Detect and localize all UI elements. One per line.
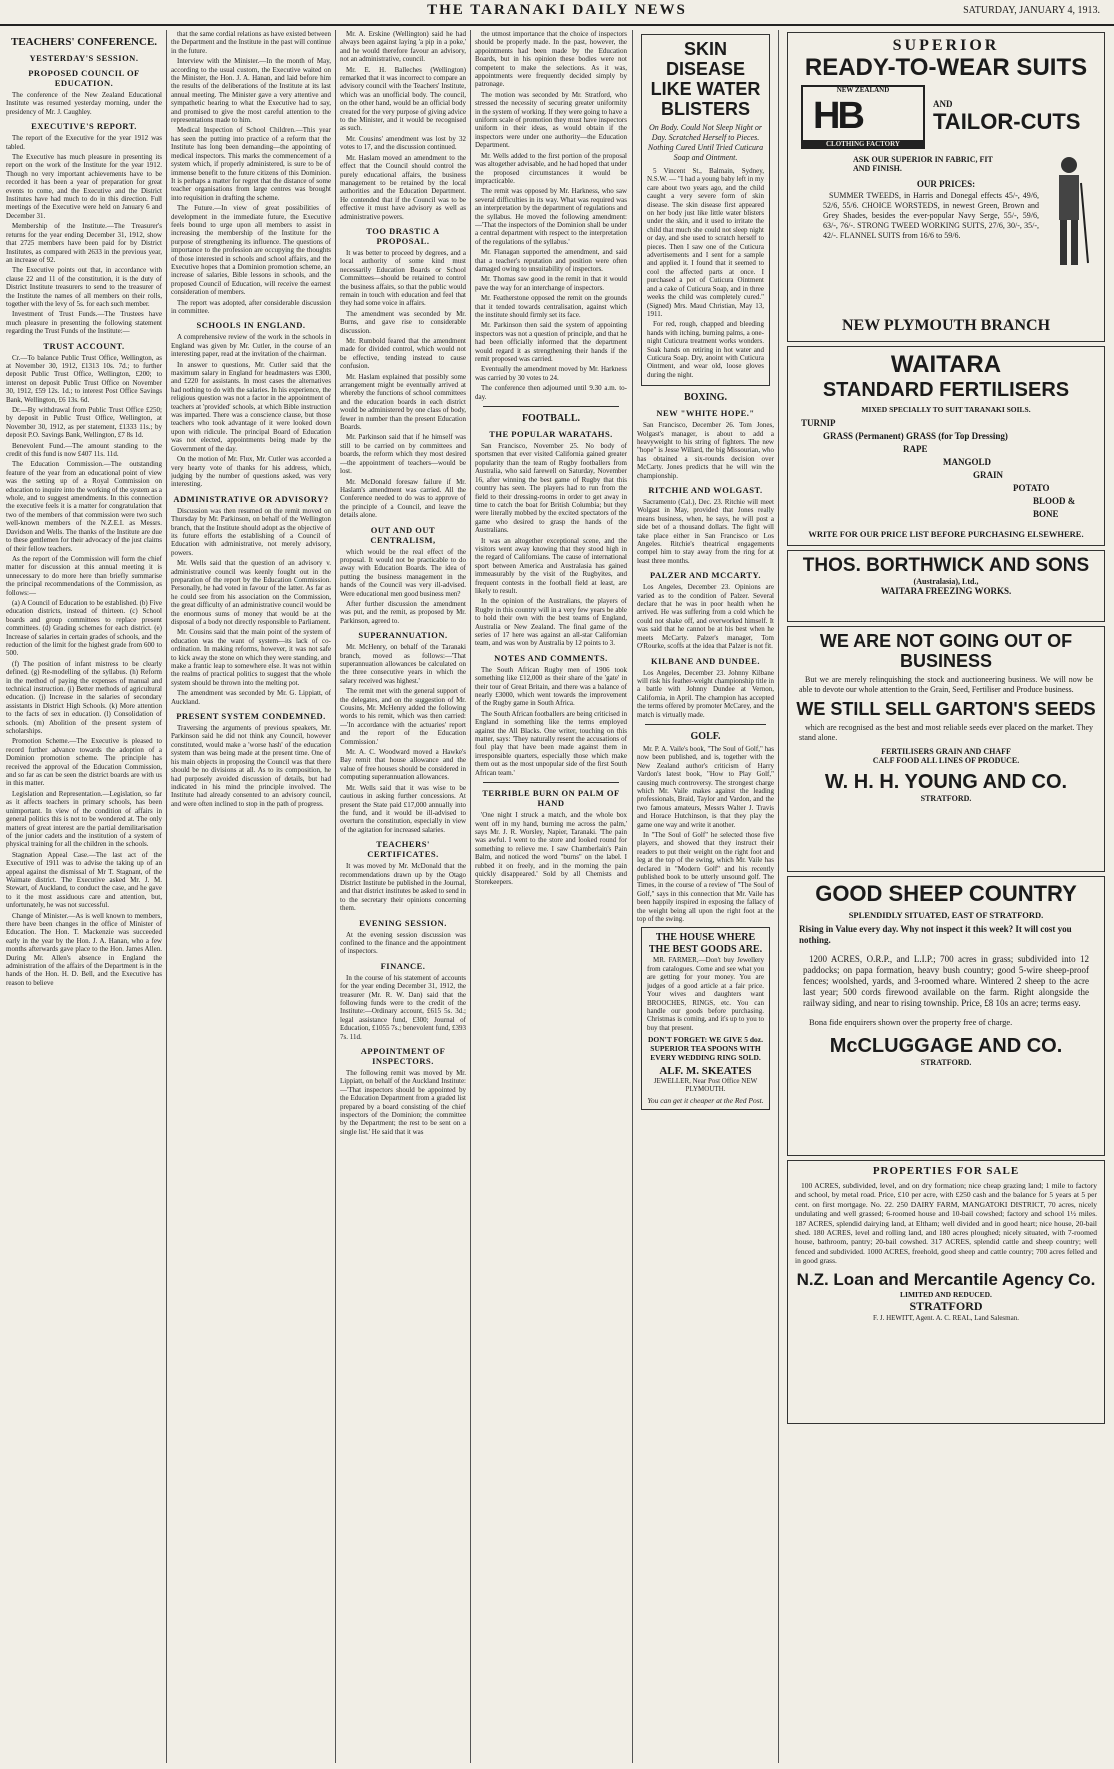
article-paragraph: Medical Inspection of School Children.—This year has seen the putting into practice of a reform that the Institute has long been demanding—the appointing of medical inspectors. This marks the commencement of a system which, if properly administered, is sure to be of immense benefit to the future citizens of this Dominion. It is perhaps a matter for regret that the distance of some teacher organisations from large centres was brought into requisition in drafting the scheme. [171,126,331,202]
article-paragraph: Mr. Parkinson then said the system of appointing inspectors was not a question of principle, and that he had been officially informed that the department would regard it as strengthening their hands if the remit proposed was carried. [475,321,627,364]
advert-body: But we are merely relinquishing the stock and auctioneering business. We will now be able to devote our whole attention to the Grain, Seed, Fertiliser and Produce business. [799,675,1093,694]
article-paragraph: Mr. Wells said that it was wise to be cautious in asking further concessions. At present the State paid £17,000 annually into the fund, and it would be ill-advised to overturn the constitution, especially in view of the agitation for increased salaries. [340,783,466,834]
article-paragraph: The remit was opposed by Mr. Harkness, who saw several difficulties in its way. What was required was an interpretation by the department of regulations and the syllabus. He moved the following amendment:—'That the inspectors of the Dominion shall be under a central department with respect to the interpretation of the regulations of the syllabus.' [475,187,627,246]
article-paragraph: The Future.—In view of great possibilities of development in the immediate future, the Executive feels bound to urge upon all members to assist in increasing the membership of the Institute for the purpose of strengthening its influence. The questions of importance to the profession are occupying the thoughts of those interested in schools and school affairs, and the Executive hopes that a Dominion promotion scheme, an increase of salaries, Bible lessons in schools, and the proposed Council of Education, will receive the earnest consideration of members. [171,204,331,297]
article-paragraph: In "The Soul of Golf" he selected those five players, and showed that they instruct their readers to put their weight on the right foot and leg at the top of the swing, which Mr. Vaile has declared in "Modern Golf" and his recently published book to be utterly unsound golf. The Times, in the course of a review of "The Soul of Golf," says in this connection that Mr. Vaile has been happily inspired in exposing the fallacy of the weight being all upon the right foot at the top of the swing. [637,831,774,924]
fertiliser-line: RAPE [903,444,928,454]
article-paragraph: Mr. A. Erskine (Wellington) said he had always been against laying 'a pip in a poke,' and he would therefore favour an advisory, not an administrative, council. [340,30,466,64]
article-paragraph: Eventually the amendment moved by Mr. Harkness was carried by 30 votes to 24. [475,365,627,382]
advert-town: STRATFORD. [920,1058,972,1067]
article-paragraph: The report of the Executive for the year 1912 was tabled. [6,134,162,151]
article-subheading: APPOINTMENT OF INSPECTORS. [360,1046,446,1067]
article-paragraph: Promotion Scheme.—The Executive is pleased to record further advance towards the adoption of a Dominion promotion scheme. The principle has received the approval of the Education Commission, and so far as can be seen the district boards are with us in this matter. [6,737,162,788]
article-paragraph: Mr. Cousins said that the main point of the system of education was the want of system—its lack of co-ordination. In making reforms, however, it was not safe to kick away the stone on which they were standing, and make a frantic leap to somewhere else. It was not within the realms of practical politics to suggest that the whole system should be thrown into the melting pot. [171,628,331,687]
article-subheading: PROPOSED COUNCIL OF EDUCATION. [28,68,140,88]
column-display-adverts [783,30,1109,1765]
article-paragraph: Mr. Haslam explained that possibly some arrangement might be eventually arrived at whereby the functions of school committees and the education boards in each district would be administered by one class of body, fewer in number than the present Education Boards. [340,372,466,432]
article-paragraph: Mr. P. A. Vaile's book, "The Soul of Golf," has now been published, and is, together with the New Zealand author's criticism of Harry Vardon's latest book, "How to Play Golf," causing much controversy. The strongest charge which Mr. Vaile makes against the leading professionals, Braid, Taylor and Vardon, and the two famous amateurs, Messrs Walter J. Travis and Horace Hutchinson, is that they play the game one way and write it another. [637,744,774,829]
article-paragraph: Mr. E. H. Balleches (Wellington) remarked that it was incorrect to compare an advisory council with the Teachers' Institute, which was an unofficial body. The council, on the other hand, would be an official body created for the very purpose of giving advice to the Minister, and it would be recognised as such. [340,65,466,133]
column-divider [166,30,167,1763]
section-headline-football: FOOTBALL. [521,413,581,425]
article-subheading: SUPERANNUATION. [358,630,448,641]
advert-headline-2: STANDARD FERTILISERS [822,379,1070,401]
advert-prices-list: SUMMER TWEEDS, in Harris and Donegal effects 45/-, 49/6, 52/6, 55/6. CHOICE WORSTEDS, in newest Green, Brown and Grey Shades, besides the ever-popular Navy Serge, 55/-, 59/6, 63/-, 76/-. STRONG TWEED WORKING SUITS, 27/6, 30/-, 35/-, 42/-. FLANNEL SUITS from 16/6 to 59/6. [823,191,1039,240]
advert-headline: WE ARE NOT GOING OUT OF BUSINESS [819,631,1073,671]
article-paragraph: Mr. Thomas saw good in the remit in that it would pave the way for an interchange of inspectors. [475,275,627,292]
skeates-jeweller-advert [641,927,770,1110]
article-paragraph: The Executive has much pleasure in presenting its report on the work of the Institute for the year 1912. Though no very important achievements have to be recorded it has been a year of preparation for great events to come, and the Executive and the District Institutes have had much to do in this direction. Full meetings of the Executive were held on January 6 and December 31. [6,153,162,220]
article-subheading: KILBANE AND DUNDEE. [651,655,760,666]
advert-headline: GOOD SHEEP COUNTRY [815,881,1077,906]
article-paragraph: In the course of his statement of accounts for the year ending December 31, 1912, the treasurer (Mr. R. W. Dan) said that the following funds were to the credit of the Institute:—Ordinary account, £615 5s. 3d.; legal assistance fund, £300; Journal of Education, £1055 7s.; benevolent fund, £393 7s. 11d. [340,973,466,1041]
article-paragraph: In the opinion of the Australians, the players of Rugby in this country will in a very few years be able to hold their own with the best teams of England, Australia or New Zealand. The final game of the series of 17 here was against an all-star Californian team, and was won by Australia by 12 points to 3. [475,597,627,648]
advert-headline-2: TAILOR-CUTS [933,109,1081,134]
column-inspectors-football [475,30,627,1765]
section-headline-golf: GOLF. [690,730,721,742]
advert-headline-2: WE STILL SELL GARTON'S SEEDS [796,699,1096,719]
article-paragraph: The remit met with the general support of the delegates, and on the suggestion of Mr. Cousins, Mr. McHenry added the following words to his remit, which was then carried:—'In accordance with the actuaries' report and the report of the Education Commission.' [340,687,466,746]
article-paragraph: Sacramento (Cal.), Dec. 23. Ritchie will meet Wolgast in May, provided that Jones really means business, when, he says, he will post a side bet of a thousand dollars. The fight will take place either in San Francisco or Los Angeles. Ritchie's theatrical engagements compel him to stay away from the ring for at least three months. [637,498,774,565]
advert-business-name: W. H. H. YOUNG AND CO. [824,771,1068,793]
article-subheading: ADMINISTRATIVE OR ADVISORY? [173,493,329,504]
advert-works: WAITARA FREEZING WORKS. [880,586,1012,596]
borthwick-advert [787,550,1105,622]
column-conference-continued [171,30,331,1765]
column-divider [632,30,633,1763]
article-paragraph: It was better to proceed by degrees, and a local authority of some kind must necessarily Education Boards or School Committees—should be retained to control the business affairs, so that the public would remain in touch with education and feel that they had some voice in affairs. [340,248,466,308]
article-paragraph: the utmost importance that the choice of inspectors should be properly made. In the past, however, the appointments had been made by the Education Boards, but in his opinion these bodies were not competent to make the selections. As it was, appointments were frequently decided simply by patronage. [475,30,627,89]
article-paragraph: Membership of the Institute.—The Treasurer's returns for the year ending December 31, 1912, show that 2725 members have been paid for by District Institutes, as compared with 2633 in the previous year, an increase of 92. [6,222,162,264]
article-subheading: FINANCE. [380,960,426,971]
article-paragraph: The report was adopted, after considerable discussion in committee. [171,298,331,315]
advert-tagline: Rising in Value every day. Why not inspect it this week? It will cost you nothing. [799,924,1072,945]
column-divider [470,30,471,1763]
article-paragraph: San Francisco, December 26. Tom Jones, Wolgast's manager, is about to add a heavyweight to his string of fighters. The new "hope" is Jesse Willard, the big Missourian, who has obtained a six-rounds decision over McCarty. Jones predicts that he will win the championship. [637,421,774,480]
advert-agents: F. J. HEWITT, Agent. A. C. REAL, Land Salesman. [873,1313,1019,1322]
article-paragraph: Interview with the Minister.—In the month of May, according to the usual custom, the Executive waited on the Minister, the Hon. J. A. Hanan, and laid before him the results of the deliberations of the Institute at its last annual meeting. The Minister gave a very attentive and sympathetic hearing to what the Executive had to say, and promised to give the most careful attention to the representations made to him. [171,57,331,125]
article-paragraph: Los Angeles, December 23. Johnny Kilbane will risk his feather-weight championship title in a battle with Johnny Dundee at Vernon, California, in April. The champion has accepted the terms offered by promoter McCarey, and the match is virtually made. [637,668,774,719]
article-paragraph: It was an altogether exceptional scene, and the visitors went away knowing that they stood high in the regard of Californians. The cause of international sport between America and Australasia has gained immeasurably by the visit of the Rugbyites, and frequent contests in the football field at least, are likely to result. [475,536,627,595]
article-paragraph: The amendment was seconded by Mr. Burns, and gave rise to considerable discussion. [340,309,466,335]
advert-headline-burn: TERRIBLE BURN ON PALM OF HAND [482,788,620,809]
article-subheading: TRUST ACCOUNT. [43,340,125,351]
article-subheading: NOTES AND COMMENTS. [494,652,608,663]
advert-headline: WAITARA [890,351,1002,378]
article-paragraph: The Education Commission.—The outstanding feature of the year from an educational point of view was the setting up of a Royal Commission on education to inquire into the working of the system as a whole, and to suggest amendments. In this connection the executive feels it is a matter for congratulation that two of the members of that commission were two such well-known members of the N.Z.E.I. as Messrs. Davidson and Wells. The thanks of the Institute are due to these gentlemen for their advocacy of the just claims of their fellow teachers. [6,460,162,553]
article-paragraph: Stagnation Appeal Case.—The last act of the Executive of 1911 was to advise the taking up of an appeal against the dismissal of Mr T. Stagnant, of the Waimate district. The Executive asked Mr. J. M. Stewart, of Auckland, to conduct the case, and he gave to it the most assiduous care and attention, but, unfortunately, he was not successful. [6,850,162,910]
fertiliser-line: GRASS (Permanent) GRASS (for Top Dressing) [823,431,1008,441]
nz-loan-mercantile-advert [787,1160,1105,1424]
article-subheading: RITCHIE AND WOLGAST. [648,485,763,495]
article-paragraph: Mr. Cousins' amendment was lost by 32 votes to 17, and the discussion continued. [340,134,466,152]
article-paragraph: Mr. Flanagan supported the amendment, and said that a teacher's reputation and position were often damaged owing to unsuitability of inspectors. [475,248,627,273]
column-conference-debate [340,30,466,1765]
advert-subheadline: On Body. Could Not Sleep Night or Day. Scratched Herself to Pieces. Nothing Cured Until Tried Cuticura Soap and Ointment. [647,123,764,162]
article-subheading: THE POPULAR WARATAHS. [489,429,613,440]
article-subheading: YESTERDAY'S SESSION. [29,53,139,63]
article-paragraph: A comprehensive review of the work in the schools in England was given by Mr. Cutler, in the course of an interesting paper, read at the invitation of the chairman. [171,333,331,359]
advert-offer: DON'T FORGET: WE GIVE 5 doz. SUPERIOR TEA SPOONS WITH EVERY WEDDING RING SOLD. [647,1035,764,1063]
advert-tagline: You can get it cheaper at the Red Post. [647,1096,764,1106]
article-paragraph: Change of Minister.—As is well known to members, there have been changes in the office of Minister of Education. The Hon. T. Mackenzie was succeeded early in the year by the Hon. J. A. Hanan, who a few months afterwards gave place to the Hon. James Allen. During Mr. Allen's absence in England the administration of the affairs of the Department is in the hands of the Hon. H. D. Bell, and the Executive has reason to believe [6,911,162,987]
article-subheading: TOO DRASTIC A PROPOSAL. [366,225,440,246]
column-adverts-boxing-golf [637,30,774,1765]
article-paragraph: Discussion was then resumed on the remit moved on Thursday by Mr. Parkinson, on behalf of the Wellington branch, that the Institute should adopt as the objective of its future efforts the establishing of a Council of Education with administrative, not merely advisory, powers. [171,506,331,557]
section-rule [483,782,619,783]
article-paragraph: which would be the real effect of the proposal. It would not be practicable to do away with Education Boards. The idea of putting the business management in the hands of the Council was very ill-advised. Were educational men good business men? [340,547,466,598]
advert-conjunction: AND [933,99,953,109]
advert-address: JEWELLER, Near Post Office NEW PLYMOUTH. [653,1077,758,1094]
article-paragraph: It was moved by Mr. McDonald that the recommendations drawn up by the Otago District Institute be published in the Journal, and that district institutes be asked to send in to the secretary their opinions concerning them. [340,862,466,913]
advert-business-name: McCLUGGAGE AND CO. [829,1035,1063,1057]
gentleman-figure-icon [1044,153,1094,273]
column-teachers-conference [6,30,162,1765]
article-paragraph: Investment of Trust Funds.—The Trustees have much pleasure in presenting the following statement regarding the Trust Funds of the Institute:— [6,310,162,336]
section-rule [483,406,619,407]
article-paragraph: Mr. Parkinson said that if he himself was still to be carried on by committees and boards, the reform which they most desired—the appointment of teachers—would be lost. [340,433,466,476]
article-subheading: OUT AND OUT CENTRALISM, [370,524,436,545]
article-paragraph: Mr. Wells added to the first portion of the proposal was altogether advisable, and he had hoped that under the proposed circumstances it would be impracticable. [475,151,627,185]
article-paragraph: The conference of the New Zealand Educational Institute was resumed yesterday morning, under the presidency of Mr. J. Caughley. [6,91,162,116]
article-paragraph: Mr. Rumbold feared that the amendment made for divided control, which would not be effective, tending instead to cause confusion. [340,337,466,371]
article-subheading: TEACHERS' CERTIFICATES. [367,839,439,860]
article-headline: TEACHERS' CONFERENCE. [10,36,158,48]
article-paragraph: On the motion of Mr. Flux, Mr. Cutler was accorded a very hearty vote of thanks for his address, which, judging by the number of questions asked, was very interesting. [171,455,331,489]
advert-kicker: SUPERIOR [892,37,1000,54]
article-paragraph: Benevolent Fund.—The amount standing to the credit of this fund is now £407 11s. 11d. [6,441,162,459]
article-subheading: PALZER AND MCCARTY. [650,570,761,581]
advert-town: STRATFORD. [920,794,972,803]
article-paragraph: The South African Rugby men of 1906 took something like £12,000 as their share of the 'gate' in their tour of Great Britain, and there was a balance of nearly £3000, which went towards the improvement of the Rugby game in South Africa. [475,665,627,708]
article-paragraph: The Executive points out that, in accordance with clause 22 and 11 of the constitution, it is the duty of District Institute treasurers to send to the treasurer of the Institute the names of all members on their rolls, together with the levy of 5s. for each such member. [6,266,162,308]
issue-date: SATURDAY, JANUARY 4, 1913. [963,5,1100,16]
hb-logo: NEW ZEALAND HB CLOTHING FACTORY [801,85,925,149]
advert-headline: PROPERTIES FOR SALE [872,1165,1020,1177]
article-subheading: EVENING SESSION. [359,917,447,928]
article-subheading: PRESENT SYSTEM CONDEMNED. [176,711,326,722]
article-subheading: SCHOOLS IN ENGLAND. [196,320,306,331]
article-paragraph: Cr.—To balance Public Trust Office, Wellington, as at November 30, 1912, £1313 10s. 7d.; to further deposit Public Trust Office, Wellington, £200; to interest on deposit Public Trust Office on November 30, 1912, £59 12s. 1d.; to interest Post Office Savings Bank, Wellington, £6 13s. 6d. [6,353,162,404]
advert-body: For red, rough, chapped and bleeding hands with itching, burning palms, a one-night Cuticura treatment works wonders. Soak hands on retiring in hot water and Cuticura Soap. Dry, anoint with Cuticura Ointment, and wear old, loose gloves during the night. [647,320,764,379]
advert-headline: SKIN DISEASE LIKE WATER BLISTERS [650,39,761,119]
article-paragraph: The motion was seconded by Mr. Stratford, who stressed the necessity of securing greater uniformity in the system of working. If they were going to have a uniform scale of promotion they must have inspectors uniform in their ideas, as would obtain if the inspectors were under one authority—the Education Department. [475,90,627,150]
advert-headline: READY-TO-WEAR SUITS [804,54,1088,81]
article-subheading: EXECUTIVE'S REPORT. [31,121,137,132]
advert-subheadline: (Australasia), Ltd., [913,577,979,586]
article-paragraph: The following remit was moved by Mr. Lippiatt, on behalf of the Auckland Institute:—'That inspectors should be appointed by the Education Department from a graded list prepared by a board consisting of the chief inspectors of the Dominion; the committee by the Department; the rest to be sent on a single list.' He said that it was [340,1069,466,1136]
article-paragraph: Mr. Haslam moved an amendment to the effect that the Council should control the purely educational affairs, the business management to be retained by the local authorities and the Education Department. He contended that if the Council was to be effective it must have advisory as well as administrative powers. [340,153,466,221]
article-paragraph: The amendment was seconded by Mr. G. Lippiatt, of Auckland. [171,689,331,706]
advert-footnote: Bona fide enquirers shown over the property free of charge. [809,1017,1013,1027]
advert-product-line: CALF FOOD ALL LINES OF PRODUCE. [872,756,1020,765]
advert-body: 5 Vincent St., Balmain, Sydney, N.S.W. — "I had a young baby left in my care about two years ago, and the child caught a very severe form of skin disease. The skin disease first appeared on her body just like little water blisters under the skin, and it used to irritate the child that much she could not sleep night or day, and she used to scratch herself to pieces. Then I saw one of the Cuticura advertisements and I sent for a sample and applied it. I found that it seemed to cool the affected parts at once. I purchased a pot of Cuticura Ointment and a cake of Cuticura Soap, and in three weeks the child was completely cured." (Signed) Mrs. Maud Christian, May 13, 1911. [647,167,764,318]
section-rule [645,724,766,725]
advert-subheadline: LIMITED AND REDUCED. [900,1289,992,1299]
article-paragraph: Mr. Featherstone opposed the remit on the grounds that it tended towards centralisation, against which the institute should firmly set its face. [475,294,627,319]
newspaper-title: THE TARANAKI DAILY NEWS [427,2,687,18]
article-paragraph: Mr. McDonald foresaw failure if Mr. Haslam's amendment was carried. All the Conference needed to do was to approve of the principle of a Council, and leave the details alone. [340,477,466,520]
article-paragraph: After further discussion the amendment was put, and the remit, as proposed by Mr. Parkinson, agreed to. [340,599,466,625]
advert-business-name: N.Z. Loan and Mercantile Agency Co. [796,1269,1096,1289]
article-paragraph: The South African footballers are being criticised in England in something like the terms employed against the All Blacks. One writer, touching on this matter, says: 'They naturally resent the accusations of foul play that have been made against them in irresponsible quarters, especially those which make them out as the most unpopular side of the first South African team.' [475,709,627,777]
article-paragraph: that the same cordial relations as have existed between the Department and the Institute in the past will continue in the future. [171,30,331,55]
mccluggage-advert [787,876,1105,1156]
advert-body: which are recognised as the best and most reliable seeds ever placed on the market. They stand alone. [799,723,1093,742]
fertiliser-line: BLOOD & BONE [1033,496,1076,519]
article-paragraph: As the report of the Commission will form the chief matter for discussion at this annual meeting it is unnecessary to do more here than briefly summarise the principal recommendations of the Commission, as follows:— [6,554,162,597]
advert-branch: NEW PLYMOUTH BRANCH [841,317,1051,334]
fertiliser-line: MANGOLD [943,457,991,467]
column-divider [778,30,779,1763]
advert-business-name: ALF. M. SKEATES [659,1065,752,1078]
article-paragraph: (f) The position of infant mistress to be clearly defined. (g) Re-modelling of the syllabus. (h) Reform in the method of paying the expenses of manual and technical instruction. (i) Better methods of agricultural education. (j) Increase in the salaries of secondary assistants in District High Schools. (k) More attention to the facts of sex in education. (l) Consolidation of schools. (m) Abolition of the present system of scholarships. [6,659,162,736]
article-paragraph: At the evening session discussion was confined to the finance and the appointment of inspectors. [340,930,466,956]
advert-body: MR. FARMER,—Don't buy Jewellery from catalogues. Come and see what you are getting for your money. You are judges of a good article at a fair price. Your wives and daughters want BROOCHES, RINGS, etc. You can handle our goods before purchasing. Christmas is coming, and it's up to you to buy that present. [647,956,764,1032]
advert-slogan: ASK OUR SUPERIOR IN FABRIC, FIT AND FINISH. [853,155,993,173]
advert-town: STRATFORD [909,1298,983,1313]
advert-body: 100 ACRES, subdivided, level, and on dry formation; nice cheap grazing land; 1 mile to factory and school, by metal road. Price, £10 per acre, with £250 cash and the balance for 5 years at 5 per cent. on first mortgage. No. 22. 250 DAIRY FARM, MANGATOKI DISTRICT, 70 acres, nicely undulating and well grassed; 6-roomed house and 10-bail cowshed; factory and school 1½ miles. 187 ACRES, splendid dairying land, at Eltham; well divided and in good heart; nice house, 20-bail shed. 180 ACRES, level and rolling land, and 180 acres ploughed; nicely situated, with 7-roomed house, bathroom, pantry; 20-bail cowshed. 317 ACRES, splendid cattle and sheep country; well fenced and subdivided. 1000 ACRES, freehold, good sheep and cattle country; 700 acres felled and in good grass. [795,1181,1097,1266]
article-subheading: NEW "WHITE HOPE." [656,408,755,419]
advert-prices-heading: OUR PRICES: [916,179,976,189]
waitara-fertilisers-advert [787,346,1105,546]
article-paragraph: The conference then adjourned until 9.30 a.m. to-day. [475,384,627,401]
article-paragraph: Traversing the arguments of previous speakers, Mr. Parkinson said he did not think any Council, however constituted, would make a 'worse hash' of the education system than was being made at the present time. One of his main objects in proposing the Council was that there should be no divisions at all. As to its composition, he had purposely avoided discussion of details, but had indicated in his mind the principle involved. The Institute had already consented to an advisory council, and were often inclined to stop in the path of progress. [171,724,331,808]
section-headline-boxing: BOXING. [683,392,728,404]
article-paragraph: Los Angeles, December 23. Opinions are varied as to the condition of Palzer. Several declare that he was in poor health when he arrived. He was suffering from a cold which he could not shake off, and overworked himself. It was said that he cannot be at his best when he meets McCarty. Palzer's manager, Tom O'Rourke, scoffs at the idea that Palzer is not fit. [637,583,774,651]
young-and-co-advert [787,626,1105,872]
advert-subheadline: SPLENDIDLY SITUATED, EAST OF STRATFORD. [848,910,1044,920]
article-paragraph: Mr. McHenry, on behalf of the Taranaki branch, moved as follows:—'That superannuation allowances be calculated on the three consecutive years in which the salary received was highest.' [340,643,466,685]
advert-paragraph: 'One night I struck a match, and the whole box went off in my hand, burning me across the palm,' says Mr. J. R. Worsley, Napier, Taranaki. 'The pain was awful. I went to the store and looked round for something to relieve me. I saw Chamberlain's Pain Balm, and noticed the word "burns" on the label. I rubbed it on freely, and in the morning the pain quickly disappeared.' Sold by all Chemists and Storekeepers. [475,811,627,887]
article-paragraph: Dr.—By withdrawal from Public Trust Office £250; by deposit in Public Trust Office, Wellington, at November 30, 1912, as per statement, £1333 11s.; by deposit P.O. Savings Bank, Wellington, £7 8s 1d. [6,406,162,440]
column-divider [335,30,336,1763]
fertiliser-line: TURNIP [801,418,836,428]
fertiliser-line: POTATO [1013,483,1050,493]
advert-headline: THOS. BORTHWICK AND SONS [802,555,1090,576]
article-paragraph: In answer to questions, Mr. Cutler said that the maximum salary in England for headmasters was £300, and £220 for assistants. In most cases the alternatives had nothing to do with the salaries. In his experience, the religious question was not a factor in the appointment of teachers at 'provided' schools, at which Bible instruction was imparted. There was a conscience clause, but those teachers who took advantage of it were looked down upon with ridicule. The principal Board of Education was not elected, appointments being made by the Government of the day. [171,360,331,453]
advert-tagline: MIXED SPECIALLY TO SUIT TARANAKI SOILS. [861,405,1031,414]
advert-body: 1200 ACRES, O.R.P., and L.I.P.; 700 acres in grass; subdivided into 12 paddocks; on papa formation, heavy bush country; good 5-wire sheep-proof fences; woolshed, yards, and 3-roomed whare. Wintered 2 sheep to the acre last year; 500 cords firewood available on the farm. Right alongside the railway siding, and near to rising township. Price, £8 10s an acre; terms easy. [803,954,1089,1008]
article-paragraph: Mr. A. C. Woodward moved a Hawke's Bay remit that house allowance and the value of free houses should be considered in computing superannuation allowances. [340,748,466,782]
masthead [0,0,1114,26]
cuticura-advert [641,34,770,386]
advert-product-line: FERTILISERS GRAIN AND CHAFF [881,747,1011,756]
advert-call-to-action: WRITE FOR OUR PRICE LIST BEFORE PURCHASING ELSEWHERE. [808,529,1084,539]
advert-headline: THE HOUSE WHERE THE BEST GOODS ARE. [648,932,763,956]
fertiliser-line: GRAIN [973,470,1004,480]
hb-clothing-advert [787,32,1105,342]
article-paragraph: (a) A Council of Education to be established. (b) Five education districts, instead of thirteen. (c) School boards and group committees to replace present committees. (d) Grading schemes for each district. (e) Increase of salaries in certain grades of schools, and the reduction of the limit for the highest grade from 600 to 500. [6,598,162,658]
article-paragraph: San Francisco, November 25. No body of sportsmen that ever visited California gained greater popularity than the team of Rugby footballers from Australia, who said farewell on Saturday, November 16, after winning the best game of Rugby that this country has seen. The players had to run from the field to their dressing-rooms in order to get away in time to catch the boat for British Columbia; but they were literally mobbed by the excited spectators of the game who desired to grasp the hands of the Australians. [475,442,627,535]
article-paragraph: Legislation and Representation.—Legislation, so far as it affects teachers in primary schools, has been unimportant. In view of the condition of affairs in general politics this is not to be wondered at. The only matters of great interest are the partial demilitarisation of the junior cadets and the institution of a system of physical training for all the children in the schools. [6,789,162,849]
article-paragraph: Mr. Wells said that the question of an advisory v. administrative council was keenly fought out in the preparation of the report by the Education Commission. Personally, he had voted in favour of the latter. As far as he could see from his association on the Commission, the great difficulty of an administrative council would be the enormous sums of money that would be at the disposal of a body not directly responsible to Parliament. [171,559,331,626]
